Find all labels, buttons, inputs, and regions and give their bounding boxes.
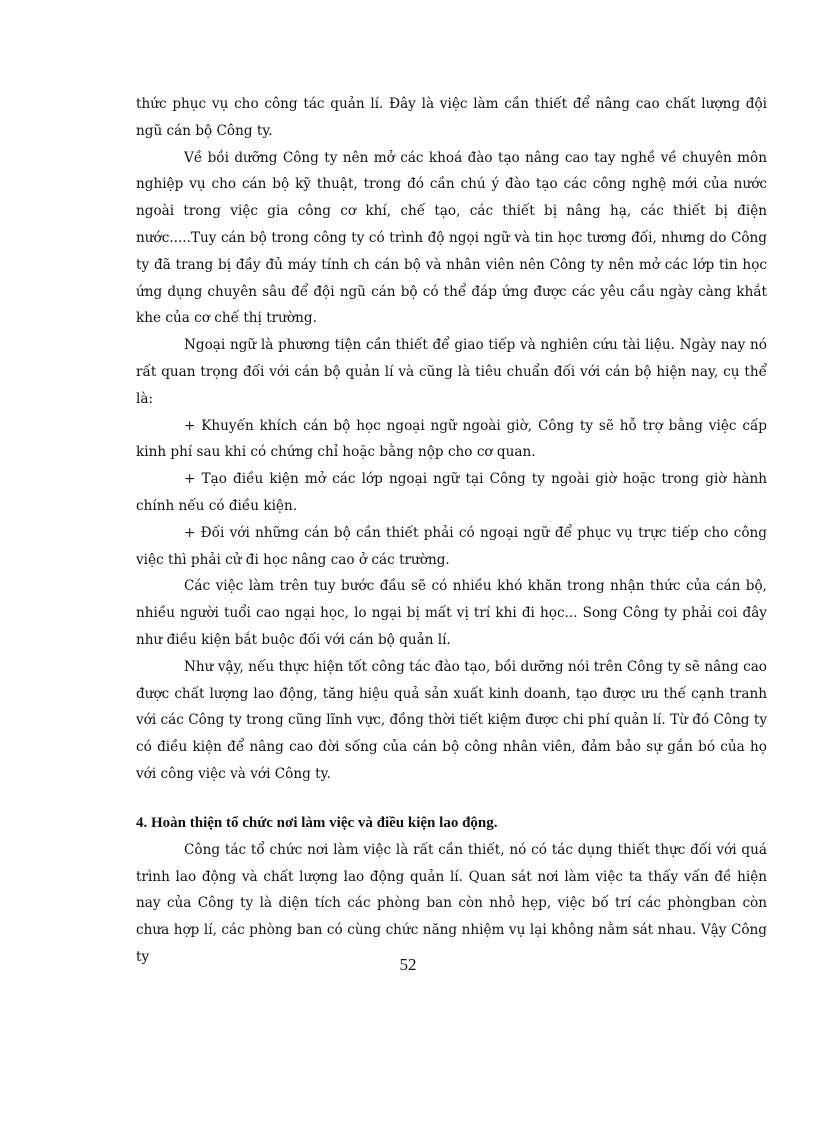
page-number: 52 bbox=[399, 955, 417, 974]
paragraph-5: + Tạo điều kiện mở các lớp ngoại ngữ tại Công ty ngoài giờ hoặc trong giờ hành chính nếu có điều kiện. bbox=[136, 471, 767, 514]
paragraph-6: + Đối với những cán bộ cần thiết phải có ngoại ngữ để phục vụ trực tiếp cho công việc thì phải cử đi học nâng cao ở các trường. bbox=[136, 524, 767, 568]
paragraph-4: + Khuyến khích cán bộ học ngoại ngữ ngoài giờ, Công ty sẽ hỗ trợ bằng việc cấp kinh phí sau khi có chứng chỉ hoặc bằng nộp cho cơ quan. bbox=[136, 417, 767, 461]
paragraph-8: Như vậy, nếu thực hiện tốt công tác đào tạo, bồi dưỡng nói trên Công ty sẽ nâng cao được chất lượng lao động, tăng hiệu quả sản xuất kinh doanh, tạo được ưu thế cạnh tranh với các Công ty trong cũng lĩnh vực, đồng thời tiết kiệm được chi phí quản lí. Từ đó Công ty có điều kiện để nâng cao đời sống của cán bộ công nhân viên, đảm bảo sự gắn bó của họ với công việc và với Công ty. bbox=[136, 658, 767, 782]
paragraph-9: Công tác tổ chức nơi làm việc là rất cần thiết, nó có tác dụng thiết thực đối với quá trình lao động và chất lượng lao động quản lí. Quan sát nơi làm việc ta thấy vấn đề hiện nay của Công ty là diện tích các phòng ban còn nhỏ hẹp, việc bố trí các phòngban còn chưa hợp lí, các phòng ban có cùng chức năng nhiệm vụ lại không nằm sát nhau. Vậy Công ty bbox=[136, 841, 767, 965]
paragraph-3: Ngoại ngữ là phương tiện cần thiết để giao tiếp và nghiên cứu tài liệu. Ngày nay nó rất quan trọng đối với cán bộ quản lí và cũng là tiêu chuẩn đối với cán bộ hiện nay, cụ thể là: bbox=[136, 337, 767, 407]
paragraph-1: thức phục vụ cho công tác quản lí. Đây là việc làm cần thiết để nâng cao chất lượng đội ngũ cán bộ Công ty. bbox=[136, 96, 767, 139]
section-heading: 4. Hoàn thiện tổ chức nơi làm việc và điều kiện lao động. bbox=[136, 814, 498, 831]
paragraph-2: Về bồi dưỡng Công ty nên mở các khoá đào tạo nâng cao tay nghề về chuyên môn nghiệp vụ cho cán bộ kỹ thuật, trong đó cần chú ý đào tạo các công nghệ mới của nước ngoài trong việc gia công cơ khí, chế tạo, các thiết bị nâng hạ, các thiết bị điện nước.....Tuy cán bộ trong công ty có trình độ ngọi ngữ và tin học tương đối, nhưng do Công ty đã trang bị đầy đủ máy tính ch cán bộ và nhân viên nên Công ty nên mở các lớp tin học ứng dụng chuyên sâu để đội ngũ cán bộ có thể đáp ứng được các yêu cầu ngày càng khắt khe của cơ chế thị trường. bbox=[136, 149, 767, 327]
paragraph-7: Các việc làm trên tuy bước đầu sẽ có nhiều khó khăn trong nhận thức của cán bộ, nhiều người tuổi cao ngại học, lo ngại bị mất vị trí khi đi học... Song Công ty phải coi đây như điều kiện bắt buộc đối với cán bộ quản lí. bbox=[136, 578, 767, 648]
body-text bbox=[136, 91, 767, 971]
